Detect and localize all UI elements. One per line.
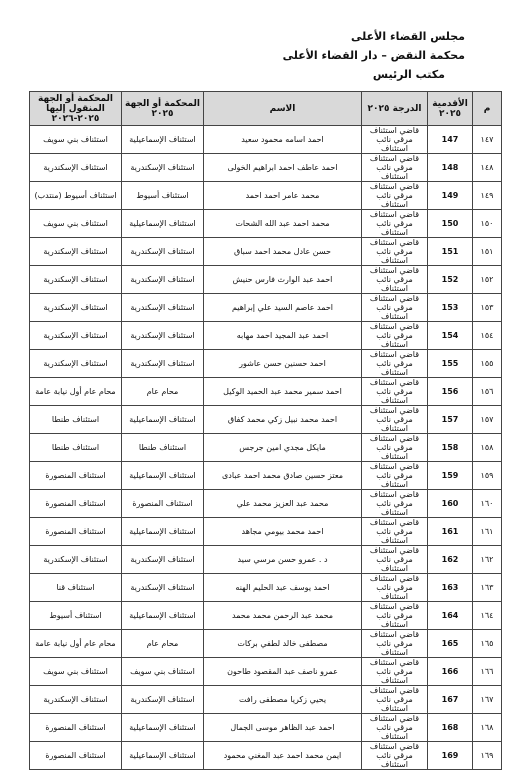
table-header-row [30,92,502,126]
grade-cell: قاضي استئناف مرقي نائب استئناف [362,126,428,154]
grade-cell: قاضي استئناف مرقي نائب استئناف [362,406,428,434]
name-cell: احمد يوسف عبد الحليم الهنه [204,574,362,602]
seniority-rank: 156 [428,378,473,406]
grade-cell: قاضي استئناف مرقي نائب استئناف [362,210,428,238]
name-cell: احمد عبد الوارث فارس حنيش [204,266,362,294]
destination-cell: استئناف الإسكندرية [30,294,122,322]
court-cell: استئناف الإسكندرية [122,154,204,182]
row-number: ١٥١ [473,238,502,266]
seniority-rank: 166 [428,658,473,686]
seniority-rank: 167 [428,686,473,714]
court-cell: استئناف الإسماعيلية [122,406,204,434]
row-number: ١٦٥ [473,630,502,658]
destination-cell: استئناف الإسكندرية [30,350,122,378]
row-number: ١٦٨ [473,714,502,742]
table-row [30,322,502,350]
grade-cell: قاضي استئناف مرقي نائب استئناف [362,350,428,378]
header-num: م [473,92,502,126]
row-number: ١٥٥ [473,350,502,378]
table-row [30,658,502,686]
court-cell: استئناف الإسماعيلية [122,742,204,770]
row-number: ١٦٢ [473,546,502,574]
grade-cell: قاضي استئناف مرقي نائب استئناف [362,154,428,182]
name-cell: حسن عادل محمد احمد سباق [204,238,362,266]
destination-cell: استئناف المنصورة [30,742,122,770]
row-number: ١٥٨ [473,434,502,462]
court-cell: استئناف المنصورة [122,490,204,518]
seniority-rank: 163 [428,574,473,602]
destination-cell: استئناف الإسكندرية [30,546,122,574]
row-number: ١٤٨ [473,154,502,182]
table-row [30,686,502,714]
destination-cell: استئناف المنصورة [30,518,122,546]
seniority-rank: 152 [428,266,473,294]
destination-cell: استئناف أسيوط [30,602,122,630]
grade-cell: قاضي استئناف مرقي نائب استئناف [362,742,428,770]
table-row [30,378,502,406]
destination-cell: استئناف طنطا [30,406,122,434]
table-row [30,490,502,518]
header-rank: الأقدمية ٢٠٢٥ [428,92,473,126]
court-cell: محام عام [122,630,204,658]
row-number: ١٦٩ [473,742,502,770]
row-number: ١٥٩ [473,462,502,490]
court-cell: استئناف الإسماعيلية [122,126,204,154]
court-cell: استئناف الإسماعيلية [122,462,204,490]
destination-cell: استئناف الإسكندرية [30,686,122,714]
destination-cell: استئناف الإسكندرية [30,154,122,182]
grade-cell: قاضي استئناف مرقي نائب استئناف [362,294,428,322]
seniority-rank: 155 [428,350,473,378]
name-cell: د . عمرو حسن مرسي سيد [204,546,362,574]
destination-cell: استئناف المنصورة [30,462,122,490]
row-number: ١٥٧ [473,406,502,434]
seniority-rank: 164 [428,602,473,630]
row-number: ١٦٠ [473,490,502,518]
document-header [283,30,465,87]
seniority-rank: 151 [428,238,473,266]
table-row [30,266,502,294]
grade-cell: قاضي استئناف مرقي نائب استئناف [362,322,428,350]
grade-cell: قاضي استئناف مرقي نائب استئناف [362,266,428,294]
destination-cell: محام عام أول نيابة عامة [30,378,122,406]
seniority-rank: 149 [428,182,473,210]
destination-cell: استئناف الإسكندرية [30,266,122,294]
court-cell: استئناف الإسماعيلية [122,210,204,238]
court-cell: استئناف الإسكندرية [122,238,204,266]
header-destination: المحكمة أو الجهة المنقول إليها ٢٠٢٥-٢٠٢٦ [30,92,122,126]
seniority-rank: 159 [428,462,473,490]
row-number: ١٥٣ [473,294,502,322]
court-cell: استئناف الإسكندرية [122,294,204,322]
name-cell: احمد محمد نبيل زكي محمد كفاق [204,406,362,434]
court-cell: استئناف الإسكندرية [122,322,204,350]
court-cell: استئناف الإسكندرية [122,686,204,714]
destination-cell: استئناف الإسكندرية [30,238,122,266]
court-cell: استئناف بني سويف [122,658,204,686]
seniority-rank: 162 [428,546,473,574]
court-title: محكمة النقض – دار القضاء الأعلى [282,49,465,62]
grade-cell: قاضي استئناف مرقي نائب استئناف [362,462,428,490]
court-cell: استئناف الإسماعيلية [122,714,204,742]
grade-cell: قاضي استئناف مرقي نائب استئناف [362,630,428,658]
seniority-rank: 150 [428,210,473,238]
name-cell: محمد عبد العزيز محمد علي [204,490,362,518]
destination-cell: استئناف بني سويف [30,658,122,686]
court-cell: استئناف الإسكندرية [122,266,204,294]
seniority-rank: 168 [428,714,473,742]
row-number: ١٦٣ [473,574,502,602]
grade-cell: قاضي استئناف مرقي نائب استئناف [362,686,428,714]
table-row [30,238,502,266]
table-row [30,154,502,182]
table-row [30,126,502,154]
row-number: ١٥٦ [473,378,502,406]
seniority-rank: 161 [428,518,473,546]
name-cell: احمد عاصم السيد علي إبراهيم [204,294,362,322]
grade-cell: قاضي استئناف مرقي نائب استئناف [362,238,428,266]
seniority-rank: 169 [428,742,473,770]
name-cell: محمد احمد عبد الله الشحات [204,210,362,238]
destination-cell: استئناف الإسكندرية [30,322,122,350]
row-number: ١٥٢ [473,266,502,294]
office-title: مكتب الرئيس [372,68,445,81]
seniority-rank: 148 [428,154,473,182]
table-row [30,518,502,546]
table-row [30,434,502,462]
grade-cell: قاضي استئناف مرقي نائب استئناف [362,602,428,630]
destination-cell: استئناف بني سويف [30,126,122,154]
table-row [30,602,502,630]
grade-cell: قاضي استئناف مرقي نائب استئناف [362,518,428,546]
name-cell: احمد سمير محمد عبد الحميد الوكيل [204,378,362,406]
row-number: ١٦٤ [473,602,502,630]
name-cell: عمرو ناصف عبد المقصود طاحون [204,658,362,686]
seniority-rank: 147 [428,126,473,154]
name-cell: يحيي زكريا مصطفى رافت [204,686,362,714]
court-cell: استئناف الإسكندرية [122,350,204,378]
row-number: ١٥٠ [473,210,502,238]
name-cell: احمد عبد الظاهر موسى الجمال [204,714,362,742]
grade-cell: قاضي استئناف مرقي نائب استئناف [362,434,428,462]
seniority-rank: 158 [428,434,473,462]
council-title: مجلس القضاء الأعلى [351,30,465,43]
seniority-rank: 153 [428,294,473,322]
grade-cell: قاضي استئناف مرقي نائب استئناف [362,658,428,686]
name-cell: محمد عامر احمد احمد [204,182,362,210]
destination-cell: استئناف قنا [30,574,122,602]
row-number: ١٦٦ [473,658,502,686]
name-cell: احمد حسنين حسن عاشور [204,350,362,378]
court-cell: استئناف الإسكندرية [122,574,204,602]
name-cell: محمد عبد الرحمن محمد محمد [204,602,362,630]
header-grade: الدرجة ٢٠٢٥ [362,92,428,126]
row-number: ١٤٩ [473,182,502,210]
table-row [30,546,502,574]
name-cell: احمد عاطف احمد ابراهيم الخولى [204,154,362,182]
grade-cell: قاضي استئناف مرقي نائب استئناف [362,546,428,574]
judges-table [29,91,502,770]
grade-cell: قاضي استئناف مرقي نائب استئناف [362,490,428,518]
grade-cell: قاضي استئناف مرقي نائب استئناف [362,714,428,742]
court-cell: استئناف الإسكندرية [122,546,204,574]
name-cell: معتز حسين صادق محمد احمد عبادى [204,462,362,490]
header-name: الاسم [204,92,362,126]
court-cell: محام عام [122,378,204,406]
destination-cell: استئناف بني سويف [30,210,122,238]
court-cell: استئناف أسيوط [122,182,204,210]
destination-cell: محام عام أول نيابة عامة [30,630,122,658]
name-cell: مصطفى خالد لطفي بركات [204,630,362,658]
court-cell: استئناف طنطا [122,434,204,462]
name-cell: احمد اسامه محمود سعيد [204,126,362,154]
grade-cell: قاضي استئناف مرقي نائب استئناف [362,182,428,210]
table-row [30,630,502,658]
seniority-rank: 157 [428,406,473,434]
seniority-rank: 154 [428,322,473,350]
table-row [30,406,502,434]
name-cell: مايكل مجدي امين جرجس [204,434,362,462]
table-row [30,462,502,490]
table-row [30,714,502,742]
grade-cell: قاضي استئناف مرقي نائب استئناف [362,574,428,602]
row-number: ١٥٤ [473,322,502,350]
grade-cell: قاضي استئناف مرقي نائب استئناف [362,378,428,406]
court-cell: استئناف الإسماعيلية [122,602,204,630]
destination-cell: استئناف المنصورة [30,714,122,742]
destination-cell: استئناف أسيوط (منتدب) [30,182,122,210]
table-row [30,350,502,378]
header-court: المحكمة أو الجهة ٢٠٢٥ [122,92,204,126]
table-row [30,210,502,238]
table-row [30,742,502,770]
court-cell: استئناف الإسماعيلية [122,518,204,546]
destination-cell: استئناف طنطا [30,434,122,462]
name-cell: احمد عبد المجيد احمد مهابه [204,322,362,350]
row-number: ١٤٧ [473,126,502,154]
seniority-rank: 165 [428,630,473,658]
destination-cell: استئناف المنصورة [30,490,122,518]
table-row [30,574,502,602]
row-number: ١٦٧ [473,686,502,714]
name-cell: ايمن محمد احمد عبد المغني محمود [204,742,362,770]
table-row [30,182,502,210]
seniority-rank: 160 [428,490,473,518]
row-number: ١٦١ [473,518,502,546]
name-cell: احمد محمد بيومي مجاهد [204,518,362,546]
table-row [30,294,502,322]
